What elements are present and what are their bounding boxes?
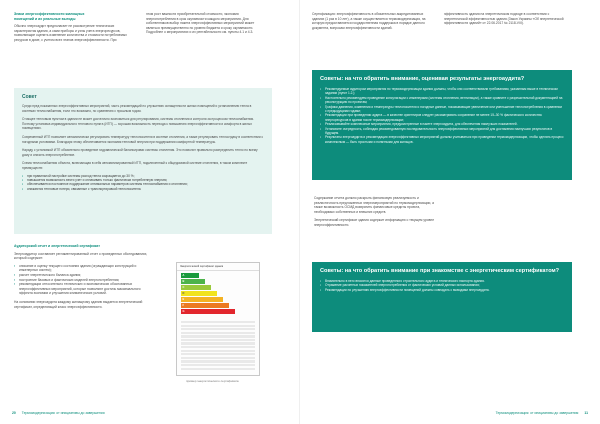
page-footer bbox=[496, 411, 588, 415]
audit-section bbox=[14, 244, 150, 309]
left-col1 bbox=[14, 12, 136, 43]
paragraph: Содержание отчета должно раскрыть финансовую реализуемость и реалистичность предложенных энергомероприятий по термомодернизации, а также возможность ОСМД возвратить финансовые кредиты проекта, необходимых собственных и внешних средств. bbox=[314, 196, 434, 214]
list-item: ▪ Рекомендуемые аудитором мероприятия по термомодернизации здания должны, чтобы они соответствовали требованиям, указанным выше в техническом задании (пункт 1.2.); bbox=[320, 87, 564, 96]
band-c: C bbox=[181, 285, 211, 290]
paragraph: Сертификация: энергоэффективность в обязательных аккредитованных зданиях (1 раз в 10 лет), а также осуществляется термомодернизация, на которую предоставляется государственная поддержка в порядке данного документа, вопросам энергоэффективности зданий. bbox=[312, 12, 426, 30]
paragraph: Энергоаудитор составляет регламентированный отчет о проведенных обследованиях, который содержит: bbox=[14, 251, 148, 261]
advice-paragraph: Стоящее тепловым пунктом в здании не может достаточно экономиться для регулирования, системы отопления и контроля за процессом теплоснабжения. Поэтому установка индивидуального теплового пункта (ИТП) — хорошая возможность перехода к повышению энергоэффективности и комфорта в жилых помещениях. bbox=[22, 117, 254, 131]
list-item: ▪ описание и оценку текущего состояния здания (ограждающих конструкций и инженерных систем); bbox=[14, 264, 150, 273]
list-item: ▪ Рекомендации при проведении аудита — в качестве ориентиров следует рассматривать сохранение не менее 15–30 % фактического количества энергоресурсов в здании после термомодернизации; bbox=[320, 113, 564, 122]
list-item: ▪ расчет энергетического баланса здания; bbox=[14, 273, 150, 278]
list-item: ▪ Рекомендации по улучшению энергоэффективности помещений должны совпадать с выводами энергоаудита. bbox=[320, 288, 564, 292]
band-f: F bbox=[181, 303, 229, 308]
list-item: ▪ построение базовых и фактических моделей энергопотребления; bbox=[14, 278, 150, 283]
right-page bbox=[300, 0, 600, 424]
footer-title: Термомодернизация: от инициативы до завершения bbox=[21, 411, 105, 415]
advice-list bbox=[22, 174, 264, 192]
advice-paragraph: Среди пред показанных энергоэффективных мероприятий, часть рекомендаций по улучшению оснащенности жилых помещений и установлению тепла в системах теплоснабжения, если это возможно, по сравнению с прошлым годом. bbox=[22, 104, 252, 113]
left-col2 bbox=[146, 12, 268, 35]
page-number: 20 bbox=[12, 411, 16, 415]
band-g: G bbox=[181, 309, 235, 314]
right-col1 bbox=[312, 12, 434, 30]
page-footer bbox=[12, 411, 105, 415]
list-item: ▪ Графики давления, изменения и температуры теплоносителя и погодные данные, показывающие увеличение или уменьшение теплопотребления в сравнении с предыдущими годами; bbox=[320, 105, 564, 114]
advice-paragraph: Современный ИТП позволяет автоматически регулировать температуру теплоносителя в системе отопления, а также регулировать теплоотдачу в соответствии с погодными условиями. Благодаря этому обеспечивается экономия тепловой энергии при поддержании комфортной температуры. bbox=[22, 134, 264, 144]
energy-certificate-image bbox=[176, 262, 260, 376]
band-a: A bbox=[181, 273, 199, 278]
advice-title: Совет bbox=[22, 94, 37, 100]
list-item: ▪ снижаются тепловые потери, связанные с транспортировкой теплоносителя. bbox=[22, 187, 264, 191]
image-caption: пример энергетического сертификата bbox=[186, 379, 239, 383]
list-item: ▪ повышается возможность вести учет и оплачивать только фактически потребленную энергию; bbox=[22, 178, 264, 182]
band-e: E bbox=[181, 297, 223, 302]
list-item: ▪ рекомендации относительно технических и экономических обоснованных энергоэффективных мероприятий, которые позволяют достичь максимального эффекта экономии и улучшения климатических условий. bbox=[14, 282, 150, 296]
paragraph: Энергетический сертификат здания содержит информацию о текущем уровне энергоэффективности. bbox=[314, 218, 435, 227]
footer-title: Термомодернизация: от инициативы до завершения bbox=[495, 411, 579, 415]
tips-title: Советы: на что обратить внимание при знакомстве с энергетическим сертификатом? bbox=[320, 268, 560, 274]
advice-paragraph: Схема теплоснабжения объекта, включающая в себя автоматизированный ИТП, подключенный к общедомовой системе отопления, в таком комплекте преимуществ: bbox=[22, 161, 248, 170]
list-item: ▪ Результаты энергоаудита и рекомендации энергоэффективных мероприятий должны учитываться при проведении термомодернизации, чтобы сделать процесс комплексным — быть простыми и понятными для жильцов. bbox=[320, 135, 564, 144]
tips-box-audit bbox=[312, 70, 572, 180]
tips-list bbox=[320, 87, 564, 144]
tips-list bbox=[320, 279, 564, 292]
tips-box-certificate bbox=[312, 262, 572, 332]
list-item: ▪ Настоятельно рекомендуем проведение консультации с инженерами (системы отопления, вентиляции), а также сравните с разрешительной документацией на реконструкцию по проектам; bbox=[320, 96, 564, 105]
paragraph: Обычно энергоаудит предполагает не рассмотрение технических характеристик здания, а сами приборы и узлы учета энергоресурсов, позволяющие оценить изменение количества и стоимости потребляемых ресурсов в доме, с учетом всех этапов энергоэффективности. При bbox=[14, 24, 127, 42]
right-mid-text bbox=[314, 196, 438, 228]
right-col2 bbox=[444, 12, 572, 26]
list-item: ▪ Реализовывайте комплексные мероприятия, предусмотренные в пакете энергоаудита, для обеспечения наилучших показателей. bbox=[320, 122, 564, 126]
section-heading: Аудиторский отчет и энергетический сертификат bbox=[14, 244, 100, 248]
audit-list bbox=[14, 264, 150, 296]
band-d: D bbox=[181, 291, 217, 296]
list-item: ▪ Отражение расчетных показателей энергопотребления от фактических условий данных использования; bbox=[320, 283, 564, 287]
paragraph: На основании энергоаудита каждому жилищному зданию выдается энергетический сертификат, определяющий класс энергоэффективности. bbox=[14, 299, 143, 309]
band-b: B bbox=[181, 279, 205, 284]
paragraph: этом рост важности приобретательной стоимости, экономия энергопотребления в срок окупаемости каждого мероприятия. Для собственников выбор пакета энергоэффективных мероприятий может являться преимущественно по уровню бюджета и сроку окупаемости. Подробнее о мероприятиях и их рентабельности см. пункты 4.1 и 4.3. bbox=[146, 12, 255, 35]
advice-paragraph: Наряду с установкой ИТП обязательно проведение гидравлической балансировки системы отопления. Это позволит правильно распределить тепло по всему дому и снизить энергопотребление. bbox=[22, 148, 258, 157]
page-number: 11 bbox=[584, 411, 588, 415]
certificate-header: Энергетический сертификат здания bbox=[177, 263, 259, 271]
list-item: ▪ Установите очередность, соблюдая рекомендованную последовательность энергоэффективных мероприятий для достижения наилучших результатов в будущем. bbox=[320, 127, 564, 136]
list-item: ▪ Внимательно в него вносятся данные проведенного строительного аудита и технического паспорта здания. bbox=[320, 279, 564, 283]
list-item: ▪ при правильной настройке системы расход тепла сокращается до 30 %; bbox=[22, 174, 264, 178]
list-item: ▪ обеспечивается постоянное поддержание оптимальных параметров системы теплоснабжения и отопления; bbox=[22, 182, 264, 186]
section-heading: Знаки энергоэффективности жилищных помещений и их реальные выгоды bbox=[14, 12, 85, 21]
certificate-table bbox=[181, 321, 255, 371]
paragraph: эффективность здания на энергетическом подходе в соответствии с энергетической эффективностью здания (Закон Украины «Об энергетической эффективности зданий» от 22.06.2017 № 2118-VIII). bbox=[444, 12, 564, 26]
advice-box bbox=[14, 88, 272, 234]
tips-title: Советы: на что обратить внимание, оценивая результаты энергоаудита? bbox=[320, 76, 525, 82]
